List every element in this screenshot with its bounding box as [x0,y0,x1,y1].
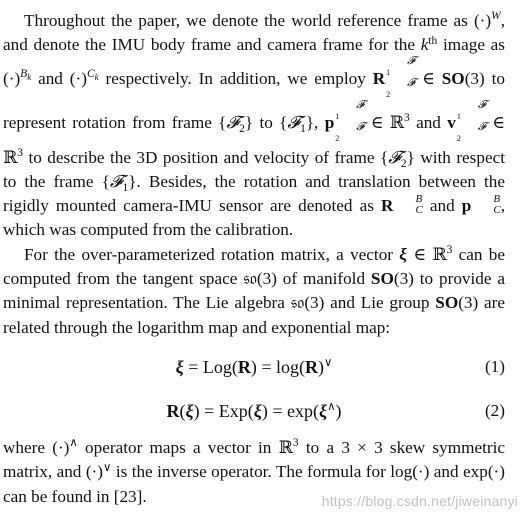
math-superscript: W [491,10,501,23]
vee-operator: ∨ [323,356,333,369]
frame-symbol: 𝓕 [226,112,240,132]
frame-symbol: 𝓕 [477,120,486,133]
frame-symbol: 𝓕 [356,98,365,111]
frame-symbol: 𝓕 [287,112,301,132]
paragraph-rotation [3,243,505,340]
math-superscript [20,67,32,83]
stack-upper [457,100,486,122]
text-run: (3) are related through the logarithm map and exponential map: [3,293,505,337]
math-superscript: 3 [404,111,410,124]
text-run: Throughout the paper, we denote the world reference frame as [24,11,474,30]
text-run: } with respect to the frame { [3,147,505,191]
rotation-matrix-symbol: R [304,356,318,377]
frame-symbol: 𝓕 [407,54,416,67]
stack-lower [335,122,364,144]
math-symbol: C [86,67,95,80]
math-relation: ∈ [415,68,442,88]
velocity-symbol: v [447,112,456,132]
xi-symbol: ξ [399,244,408,264]
math-superscript: 3 [446,244,453,257]
math-text: ) = log( [250,356,305,377]
frame-index: 2 [456,133,461,143]
math-relation: ∈ ℝ [407,244,447,264]
frame-stack [335,100,364,144]
math-subscript: 1 [122,182,129,195]
text-run: to describe the 3D position and velocity of frame { [23,147,389,167]
text-run: For the over-parameterized rotation matrix, a vector [24,244,400,264]
group-symbol: SO [370,269,394,289]
vee-operator: ∨ [102,461,112,474]
text-run: image as [437,35,505,55]
math-symbol: B [20,67,28,80]
frame-stack [394,194,422,216]
math-operator: (·) [3,68,21,88]
wedge-operator: ∧ [327,400,336,413]
wedge-operator: ∧ [69,437,78,450]
math-subscript: k [94,72,99,83]
xi-symbol: ξ [175,356,184,377]
math-subscript: 2 [400,158,407,171]
frame-index: 2 [335,133,340,143]
frame-index: 1 [386,67,391,77]
math-text: ) [335,400,342,421]
math-relation: ∈ ℝ [364,112,405,132]
group-symbol: SO [441,68,465,88]
math-operator: (·) [69,68,87,88]
paper-body [3,9,505,509]
equation-2 [3,394,505,428]
rotation-matrix-symbol: R [381,196,394,216]
text-run: operator maps a vector in ℝ [77,437,293,457]
text-run: (3) to provide a minimal representation. The Lie algebra [3,269,505,313]
math-text: = Log( [183,356,238,377]
math-superscript: th [428,34,438,47]
stack-upper [386,56,415,78]
frame-stack [386,56,415,100]
text-run: respectively. In addition, we employ [98,68,373,88]
stack-lower [457,122,486,144]
text-run: } to { [244,112,288,132]
math-superscript [86,67,99,83]
frame-stack [472,194,500,216]
rotation-matrix-symbol: R [372,68,386,88]
text-run: (3) and Lie group [304,293,436,313]
text-run: and [31,68,70,88]
text-run: , which was computed from the calibration. [3,196,505,240]
stack-lower: C [493,204,501,217]
text-run: (3) to represent rotation from frame { [3,68,505,132]
text-run: and [409,112,448,132]
math-operator: (·) [85,462,103,482]
stack-lower: C [415,204,423,217]
math-text: ) = exp( [261,400,319,421]
text-run: and [422,196,462,216]
text-run: }. Besides, the rotation and translation between the rigidly mounted camera-IMU sensor are denoted as [3,171,505,216]
frame-index: 2 [386,89,391,99]
position-symbol: p [461,196,472,216]
math-subscript: 1 [300,122,306,135]
xi-symbol: ξ [318,400,328,421]
frame-symbol: 𝓕 [356,120,365,133]
position-symbol: p [324,112,335,132]
paragraph-frames [3,9,505,243]
frame-stack [457,100,486,144]
math-operator: (·) [473,11,492,30]
equation-number: (1) [484,356,505,376]
math-superscript: 3 [17,146,24,159]
text-run: where [3,437,53,457]
frame-index: 1 [456,111,461,121]
math-subscript: 2 [239,122,245,135]
frame-symbol: 𝓕 [388,147,401,167]
xi-symbol: ξ [185,400,194,421]
equation-1 [3,350,505,384]
math-text: ) = Exp( [193,400,254,421]
frame-symbol: 𝓕 [477,98,486,111]
text-run: (3) of manifold [256,269,371,289]
stack-lower [386,78,415,100]
text-run: can be computed from the tangent space [3,244,505,289]
group-symbol: SO [435,293,459,313]
watermark: https://blog.csdn.net/jiweinanyi [321,493,518,509]
rotation-matrix-symbol: R [166,400,180,421]
lie-algebra-symbol: 𝔰𝔬 [290,293,305,314]
frame-index: 1 [335,111,340,121]
math-variable: k [420,35,429,55]
frame-symbol: 𝓕 [407,76,416,89]
math-superscript: 3 [292,437,299,450]
math-text: ( [179,400,186,421]
math-relation: ∈ ℝ [3,112,505,167]
math-text: ) [317,356,324,377]
math-subscript: k [27,72,32,83]
rotation-matrix-symbol: R [237,356,251,377]
xi-symbol: ξ [253,400,262,421]
stack-upper [335,100,364,122]
text-run: }, [305,112,325,132]
stack-upper: B [415,193,423,206]
text-run: to a 3 × 3 skew symmetric matrix, and [3,437,505,482]
frame-symbol: 𝓕 [109,171,123,191]
lie-algebra-symbol: 𝔰𝔬 [243,269,257,290]
text-run: , and denote the IMU body frame and camera frame for the [3,11,505,55]
math-operator: (·) [52,437,70,457]
stack-upper: B [493,193,501,206]
text-run: is the inverse operator. The formula for log(·) and exp(·) can be found in [23]. [3,462,506,506]
equation-number: (2) [484,400,505,420]
